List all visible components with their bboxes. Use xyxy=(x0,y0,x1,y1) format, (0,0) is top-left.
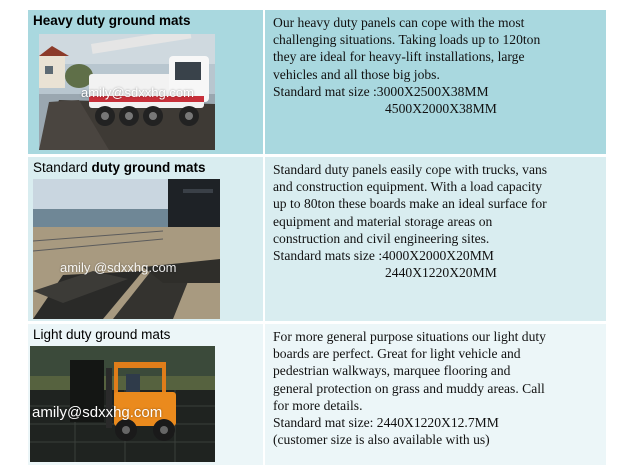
standard-duty-heading-part: Standard xyxy=(33,160,92,175)
product-table xyxy=(28,10,606,465)
table-row-light-duty xyxy=(28,324,606,465)
heavy-duty-watermark: amily@sdxxhg.com xyxy=(81,85,194,100)
standard-duty-description xyxy=(273,161,600,281)
cell-light-duty-description xyxy=(265,324,606,465)
mat-size-line: Standard mat size: 2440X1220X12.7MM xyxy=(273,415,499,431)
cell-standard-duty-description xyxy=(265,157,606,321)
mat-size-extra-line: 4500X2000X38MM xyxy=(385,101,497,117)
cell-light-duty-image xyxy=(28,324,265,465)
standard-duty-beach-photo xyxy=(33,179,220,319)
custom-size-note: (customer size is also available with us) xyxy=(273,432,490,448)
description-line: and construction equipment. With a load capacity xyxy=(273,179,543,195)
table-row-heavy-duty xyxy=(28,10,606,154)
description-line: up to 80ton these boards make an ideal surface for xyxy=(273,196,547,212)
description-line: they are ideal for heavy-lift installations, large xyxy=(273,49,525,65)
heavy-duty-description xyxy=(273,14,600,117)
standard-duty-heading xyxy=(33,160,206,175)
mat-size-line: Standard mats size :4000X2000X20MM xyxy=(273,248,494,264)
light-duty-forklift-photo xyxy=(30,346,215,462)
description-line: pedestrian walkways, marquee flooring and xyxy=(273,363,511,379)
description-line: Our heavy duty panels can cope with the most xyxy=(273,15,525,30)
description-line: boards are perfect. Great for light vehicle and xyxy=(273,346,521,362)
light-duty-watermark: amily@sdxxhg.com xyxy=(32,404,163,421)
description-line: vehicles and all those big jobs. xyxy=(273,66,440,82)
description-line: challenging situations. Taking loads up to 120ton xyxy=(273,32,541,48)
description-line: Standard duty panels easily cope with trucks, vans xyxy=(273,162,548,177)
cell-heavy-duty-description xyxy=(265,10,606,154)
standard-duty-watermark: amily @sdxxhg.com xyxy=(60,260,177,275)
light-duty-heading: Light duty ground mats xyxy=(33,327,171,342)
heavy-duty-crane-photo xyxy=(39,34,215,150)
description-line: For more general purpose situations our light duty xyxy=(273,329,546,344)
mat-size-line: Standard mat size :3000X2500X38MM xyxy=(273,83,489,99)
beach-mats-illustration xyxy=(33,179,220,319)
cell-heavy-duty-image xyxy=(28,10,265,154)
table-row-standard-duty xyxy=(28,157,606,321)
mat-size-extra-line: 2440X1220X20MM xyxy=(385,265,497,281)
light-duty-description xyxy=(273,328,600,448)
description-line: construction and civil engineering sites. xyxy=(273,230,490,246)
standard-duty-heading-bold: duty ground mats xyxy=(91,160,206,175)
description-line: general protection on grass and muddy areas. Call xyxy=(273,380,545,396)
cell-standard-duty-image xyxy=(28,157,265,321)
description-line: for more details. xyxy=(273,397,363,413)
heavy-duty-heading: Heavy duty ground mats xyxy=(33,13,191,28)
description-line: equipment and material storage areas on xyxy=(273,213,493,229)
